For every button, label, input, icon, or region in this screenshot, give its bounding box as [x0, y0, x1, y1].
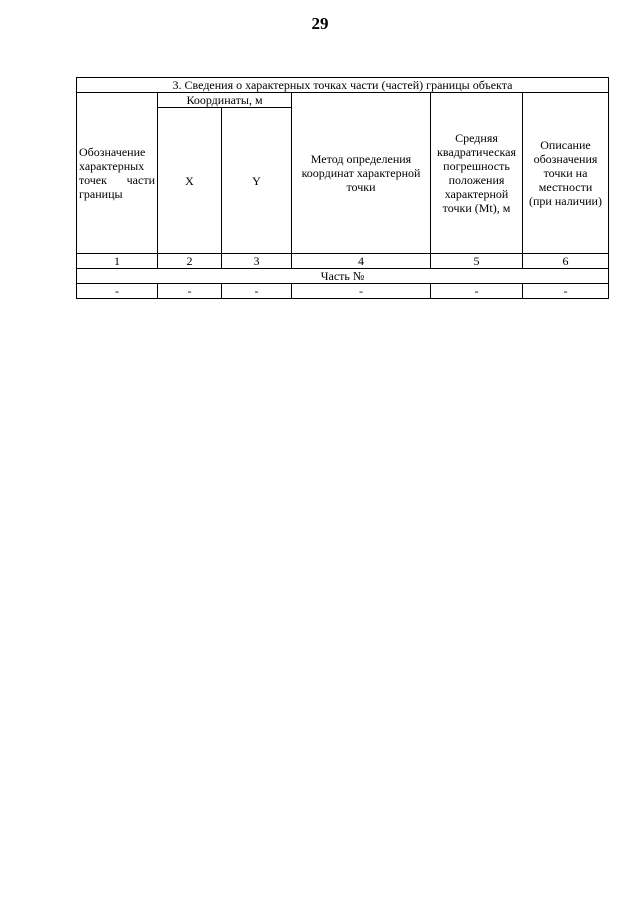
part-row	[77, 269, 609, 284]
column-number: 1	[77, 254, 158, 269]
header-designation-line: Обозначение	[79, 145, 146, 159]
table-cell: -	[523, 284, 609, 299]
header-accuracy-line: квадратическая	[437, 145, 516, 159]
header-designation-line: характерных	[79, 159, 145, 173]
header-x: X	[158, 108, 222, 254]
header-accuracy-line: погрешность	[443, 159, 510, 173]
column-number: 6	[523, 254, 609, 269]
header-description-line: Описание	[540, 138, 591, 152]
table-cell: -	[77, 284, 158, 299]
section-title: 3. Сведения о характерных точках части (частей) границы объекта	[77, 78, 609, 93]
header-designation-line: точек части	[79, 173, 155, 187]
header-accuracy-line: Средняя	[455, 131, 498, 145]
column-number-row	[77, 254, 609, 269]
header-method: Метод определения координат характерной точки	[292, 93, 431, 254]
header-designation	[77, 93, 158, 254]
column-number: 5	[431, 254, 523, 269]
header-description-line: (при наличии)	[529, 194, 602, 208]
header-description	[523, 93, 609, 254]
header-accuracy-line: точки (Mt), м	[442, 201, 511, 215]
part-label: Часть №	[77, 269, 609, 284]
table-cell: -	[431, 284, 523, 299]
header-coordinates: Координаты, м	[158, 93, 292, 108]
table-row	[77, 284, 609, 299]
table-cell: -	[292, 284, 431, 299]
column-number: 2	[158, 254, 222, 269]
page-number: 29	[311, 14, 329, 33]
header-accuracy-line: положения	[448, 173, 505, 187]
column-number: 3	[222, 254, 292, 269]
characteristic-points-table	[76, 77, 609, 299]
header-description-line: точки на	[543, 166, 588, 180]
header-description-line: местности	[538, 180, 593, 194]
column-number: 4	[292, 254, 431, 269]
header-y: Y	[222, 108, 292, 254]
header-accuracy-line: характерной	[444, 187, 509, 201]
table-cell: -	[158, 284, 222, 299]
header-accuracy	[431, 93, 523, 254]
header-description-line: обозначения	[533, 152, 598, 166]
table-cell: -	[222, 284, 292, 299]
header-designation-line: границы	[79, 187, 123, 201]
